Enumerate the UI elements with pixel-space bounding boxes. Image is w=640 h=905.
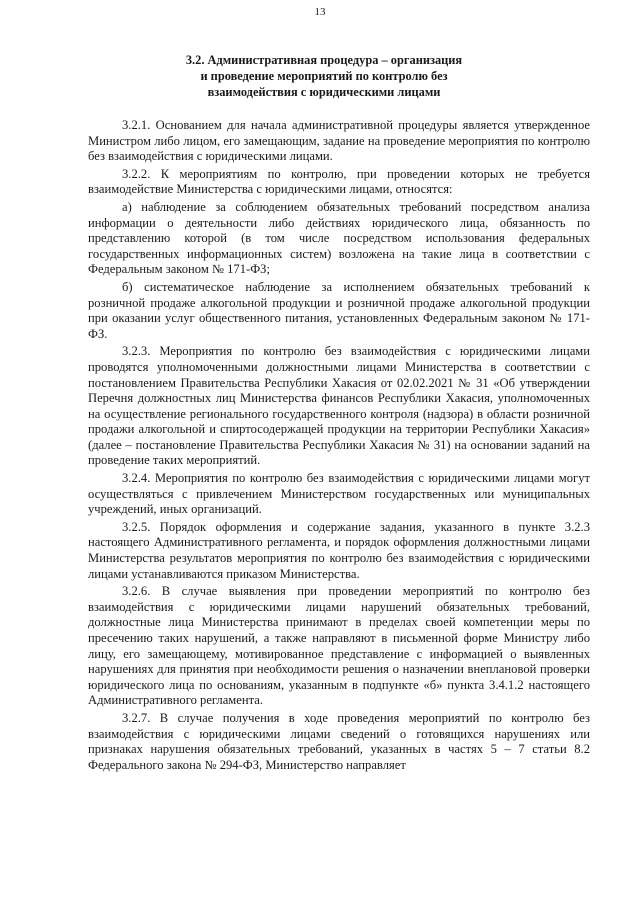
paragraph-3-2-3: 3.2.3. Мероприятия по контролю без взаимодействия с юридическими лицами проводятся уполномоченными должностными лицами Министерства в соответствии с постановлением Правительства Республики Хакасия от 02.02.2021 № 31 «Об утверждении Перечня должностных лиц Министерства финансов Республики Хакасия, уполномоченных на осуществление регионального государственного контроля (надзора) в области розничной продажи алкогольной и спиртосодержащей продукции на территории Республики Хакасия» (далее – постановление Правительства Республики Хакасия № 31) на основании заданий на проведение таких мероприятий.: [88, 344, 590, 468]
paragraph-3-2-2: 3.2.2. К мероприятиям по контролю, при проведении которых не требуется взаимодействие Министерства с юридическими лицами, относятся:: [88, 166, 590, 197]
paragraph-3-2-4: 3.2.4. Мероприятия по контролю без взаимодействия с юридическими лицами могут осуществляться с привлечением Министерством государственных или муниципальных учреждений, иных организаций.: [88, 471, 590, 517]
paragraph-3-2-6: 3.2.6. В случае выявления при проведении мероприятий по контролю без взаимодействия с юридическими лицами нарушений обязательных требований, должностные лица Министерства принимают в пределах своей компетенции меры по пресечению таких нарушений, а также направляют в письменной форме Министру либо лицу, его замещающему, мотивированное представление с информацией о выявленных нарушениях для принятия при необходимости решения о назначении внеплановой проверки юридического лица по основаниям, указанным в подпункте «б» пункта 3.4.1.2 настоящего Административного регламента.: [88, 584, 590, 708]
body-text: [88, 118, 590, 773]
heading-line: 3.2. Административная процедура – организация: [185, 53, 463, 67]
paragraph-3-2-1: 3.2.1. Основанием для начала административной процедуры является утвержденное Министром либо лицом, его замещающим, задание на проведение мероприятия по контролю без взаимодействия с юридическими лицами.: [88, 118, 590, 164]
page-number: 13: [314, 6, 326, 18]
section-heading: [120, 52, 528, 100]
paragraph-3-2-5: 3.2.5. Порядок оформления и содержание задания, указанного в пункте 3.2.3 настоящего Административного регламента, и порядок оформления должностными лицами Министерства результатов мероприятия по контролю без взаимодействия с юридическими лицами устанавливаются приказом Министерства.: [88, 519, 590, 581]
paragraph-3-2-7: 3.2.7. В случае получения в ходе проведения мероприятий по контролю без взаимодействия с юридическими лицами сведений о готовящихся нарушениях или признаках нарушения обязательных требований, указанных в частях 5 – 7 статьи 8.2 Федерального закона № 294-ФЗ, Министерство направляет: [88, 710, 590, 772]
heading-line: и проведение мероприятий по контролю без: [200, 69, 448, 83]
paragraph-item-a: а) наблюдение за соблюдением обязательных требований посредством анализа информации о деятельности либо действиях юридического лица, обязанность по представлению которой (в том числе посредством использования федеральных государственных информационных систем) возложена на такие лица в соответствии с Федеральным законом № 171-ФЗ;: [88, 199, 590, 277]
heading-line: взаимодействия с юридическими лицами: [207, 85, 441, 99]
paragraph-item-b: б) систематическое наблюдение за исполнением обязательных требований к розничной продаже алкогольной продукции и розничной продаже алкогольной продукции при оказании услуг общественного питания, установленных Федеральным законом № 171-ФЗ.: [88, 279, 590, 341]
